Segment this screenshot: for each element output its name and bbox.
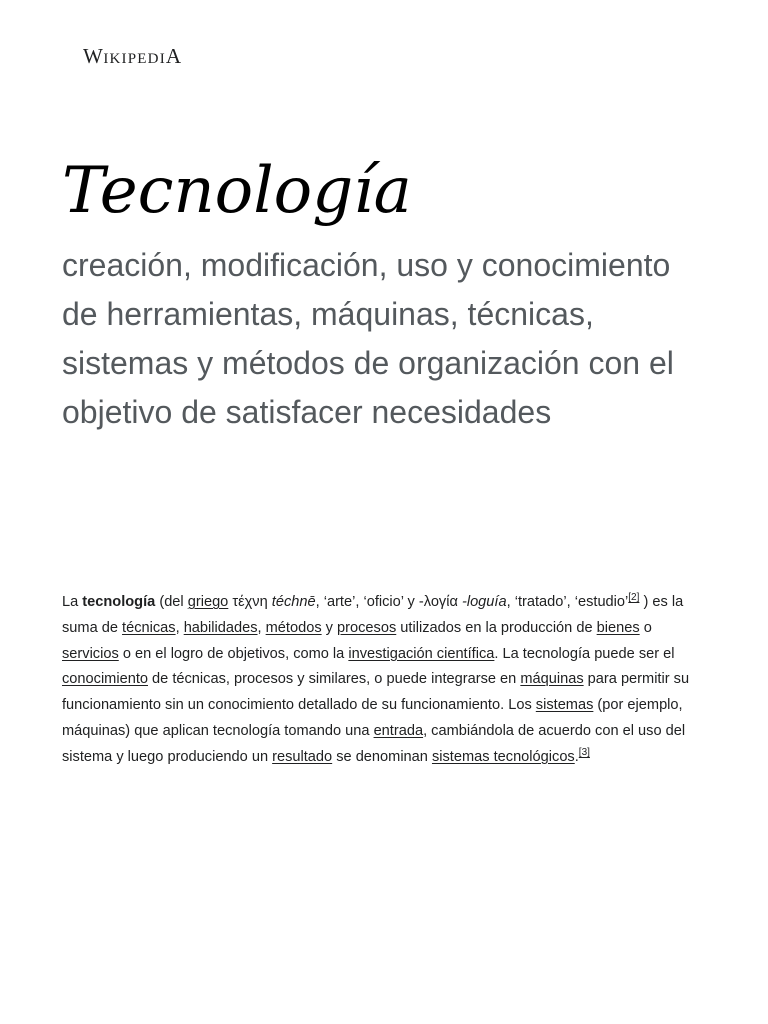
link-maquinas[interactable]: máquinas xyxy=(520,671,584,688)
page-description: creación, modificación, uso y conocimiento de herramientas, máquinas, técnicas, sistemas y métodos de organización con el objetivo de satisfacer necesidades xyxy=(62,247,674,430)
wordmark-middle: IKIPEDI xyxy=(103,51,166,67)
wordmark-final: A xyxy=(165,44,182,68)
wikipedia-wordmark[interactable] xyxy=(83,44,182,71)
page-title: Tecnología xyxy=(62,154,412,228)
text-run: o xyxy=(639,619,652,636)
text-run: . La tecnología puede ser el xyxy=(494,645,675,662)
link-tecnicas[interactable]: técnicas xyxy=(122,619,176,636)
italic-techne: téchnē xyxy=(271,594,316,610)
text-run: (del xyxy=(155,594,188,610)
intro-paragraph xyxy=(62,590,710,771)
text-run: para permitir su funcionamiento sin un conocimiento detallado de su funcionamiento. Los xyxy=(62,671,690,714)
wordmark-initial: W xyxy=(83,44,104,68)
link-conocimiento[interactable]: conocimiento xyxy=(62,671,148,688)
text-run: se denominan xyxy=(332,748,432,765)
text-run: . xyxy=(574,748,579,765)
link-servicios[interactable]: servicios xyxy=(62,645,119,662)
text-run: , ‘tratado’, ‘estudio’ xyxy=(506,594,629,610)
bold-term: tecnología xyxy=(82,594,156,610)
text-run: , xyxy=(257,619,266,636)
text-run: ) es la suma de xyxy=(62,594,684,636)
reference-2[interactable]: [2] xyxy=(628,592,640,604)
link-habilidades[interactable]: habilidades xyxy=(183,619,258,636)
text-run: y xyxy=(321,619,338,636)
italic-loguia: -loguía xyxy=(461,594,507,610)
text-run: , ‘arte’, ‘oficio’ y -λογία xyxy=(315,594,462,610)
link-griego[interactable]: griego xyxy=(187,594,229,610)
reference-3[interactable]: [3] xyxy=(578,746,590,758)
link-resultado[interactable]: resultado xyxy=(272,748,333,765)
text-run: τέχνη xyxy=(228,594,272,610)
text-run: de técnicas, procesos y similares, o puede integrarse en xyxy=(148,671,521,688)
text-run: , cambiándola de acuerdo con el uso del sistema y luego produciendo un xyxy=(62,722,686,765)
link-sistemas-tecnologicos[interactable]: sistemas tecnológicos xyxy=(431,748,575,765)
link-entrada[interactable]: entrada xyxy=(373,722,424,739)
link-procesos[interactable]: procesos xyxy=(337,619,397,636)
text-run: , xyxy=(175,619,184,636)
text-run: utilizados en la producción de xyxy=(396,619,597,636)
text-run: (por ejemplo, máquinas) que aplican tecnología tomando una xyxy=(62,697,683,739)
link-metodos[interactable]: métodos xyxy=(265,619,322,636)
text-run: La xyxy=(62,594,83,610)
link-bienes[interactable]: bienes xyxy=(596,619,640,636)
link-sistemas[interactable]: sistemas xyxy=(535,697,594,714)
text-run: o en el logro de objetivos, como la xyxy=(118,645,349,662)
link-investigacion-cientifica[interactable]: investigación científica xyxy=(348,645,495,662)
